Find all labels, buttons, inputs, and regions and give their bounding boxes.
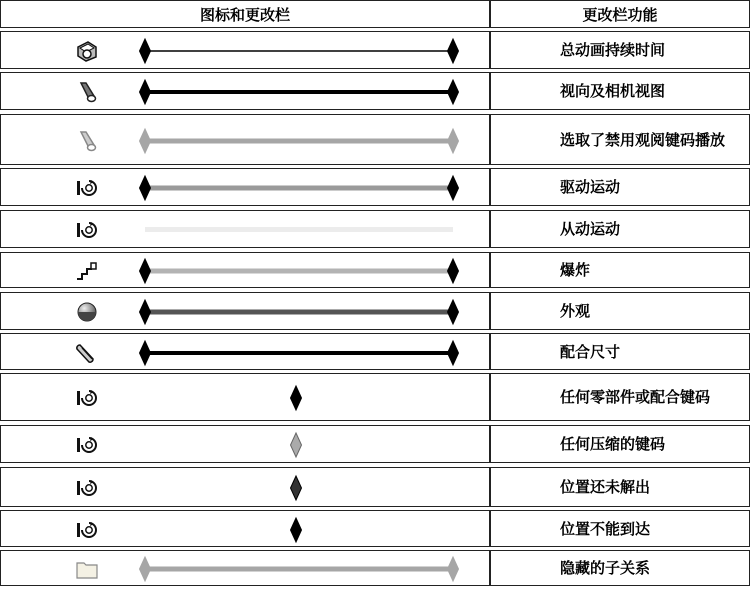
change-bar [1,544,491,594]
header-bar-function [490,0,750,28]
change-bar [1,373,491,423]
end-key-diamond [448,300,459,324]
bar-function-label: 驱动运动 [560,178,621,196]
bar-function-label: 隐藏的子关系 [560,559,651,577]
start-key-diamond [140,259,151,283]
key-diamond [291,386,302,410]
end-key-diamond [448,39,459,63]
end-key-diamond [448,557,459,581]
change-bar [1,67,491,117]
bar-function-label: 位置还未解出 [560,478,651,496]
start-key-diamond [140,300,151,324]
table-row-bar-cell [0,425,490,463]
end-key-diamond [448,176,459,200]
start-key-diamond [140,176,151,200]
header-icons-and-bars [0,0,490,28]
key-diamond [291,518,302,542]
table-row-bar-cell [0,292,490,330]
bar-function-label: 任何零部件或配合键码 [560,388,711,406]
table-row-bar-cell [0,510,490,547]
table-row-bar-cell [0,467,490,507]
header-col1-label: 图标和更改栏 [199,5,290,24]
start-key-diamond [140,341,151,365]
end-key-diamond [448,80,459,104]
bar-line [145,227,453,232]
bar-function-label: 爆炸 [560,261,591,279]
key-diamond [291,476,302,500]
start-key-diamond [140,80,151,104]
key-diamond [291,433,302,457]
table-row-bar-cell [0,72,490,110]
end-key-diamond [448,341,459,365]
bar-function-label: 外观 [560,302,591,320]
table-row-bar-cell [0,168,490,206]
start-key-diamond [140,39,151,63]
table-row-bar-cell [0,373,490,421]
bar-function-label: 总动画持续时间 [560,41,666,59]
bar-function-label: 从动运动 [560,220,621,238]
bar-function-label: 位置不能到达 [560,519,651,538]
table-row-bar-cell [0,333,490,370]
table-row-bar-cell [0,114,490,165]
bar-function-label: 配合尺寸 [560,342,621,361]
table-row-bar-cell [0,252,490,288]
table-row-bar-cell [0,550,490,586]
change-bar [1,116,491,166]
table-row-bar-cell [0,31,490,69]
header-col2-label: 更改栏功能 [582,5,658,24]
start-key-diamond [140,557,151,581]
table-row-bar-cell [0,210,490,248]
start-key-diamond [140,129,151,153]
bar-function-label: 视向及相机视图 [560,82,666,100]
end-key-diamond [448,259,459,283]
change-bar [1,328,491,378]
bar-function-label: 选取了禁用观阅键码播放 [560,130,726,149]
end-key-diamond [448,129,459,153]
bar-function-label: 任何压缩的键码 [560,435,666,453]
